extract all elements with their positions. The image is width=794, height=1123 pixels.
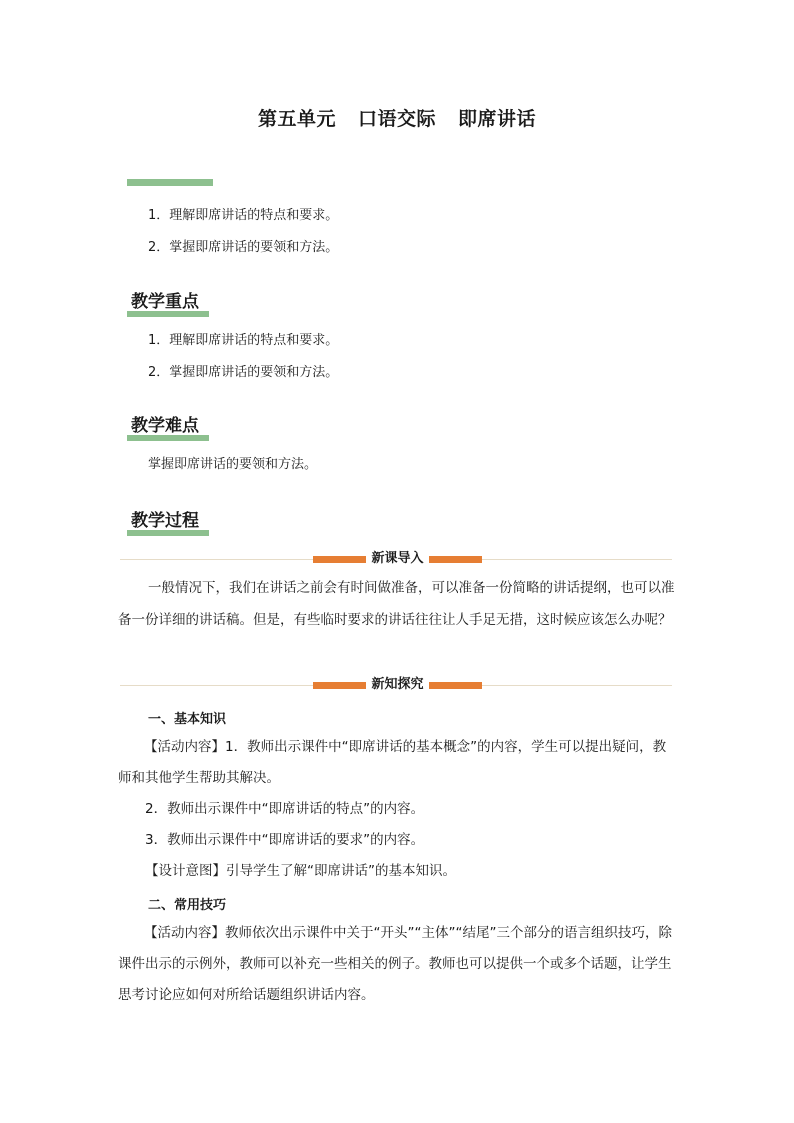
section1-line1: 【活动内容】1．教师出示课件中“即席讲话的基本概念”的内容，学生可以提出疑问，教师和其他学生帮助其解决。 [118, 739, 667, 786]
difficulties-text: 掌握即席讲话的要领和方法。 [148, 457, 318, 472]
key-point-item-1: 1．理解即席讲话的特点和要求。 [148, 333, 339, 348]
intro-paragraph: 一般情况下，我们在讲话之前会有时间做准备，可以准备一份简略的讲话提纲，也可以准备一份详细的讲话稿。但是，有些临时要求的讲话往往让人手足无措，这时候应该怎么办呢？ [118, 580, 675, 628]
explore-divider [120, 677, 672, 693]
title-topic: 口语交际 [357, 108, 436, 130]
section1-line3: 3．教师出示课件中“即席讲话的要求”的内容。 [145, 832, 425, 848]
title-subject: 即席讲话 [458, 108, 537, 130]
section2-title: 二、常用技巧 [148, 898, 227, 913]
process-heading: 教学过程 [131, 511, 199, 531]
key-point-item-2: 2．掌握即席讲话的要领和方法。 [148, 365, 339, 380]
section1-line2: 2．教师出示课件中“即席讲话的特点”的内容。 [145, 801, 425, 817]
section1-line4: 【设计意图】引导学生了解“即席讲话”的基本知识。 [145, 863, 456, 879]
title-unit: 第五单元 [257, 108, 336, 130]
difficulties-heading: 教学难点 [131, 416, 199, 436]
process-heading-wrap [127, 506, 199, 531]
section2-line1: 【活动内容】教师依次出示课件中关于“开头”“主体”“结尾”三个部分的语言组织技巧，除课件出示的示例外，教师可以补充一些相关的例子。教师也可以提供一个或多个话题，让学生思考讨论应如何对所给话题组织讲话内容。 [118, 925, 672, 1003]
explore-label: 新知探究 [366, 677, 429, 693]
objective-item-2: 2．掌握即席讲话的要领和方法。 [148, 240, 339, 255]
objectives-heading-bar [127, 179, 213, 186]
intro-divider [120, 551, 672, 567]
intro-label: 新课导入 [366, 551, 429, 567]
objective-item-1: 1．理解即席讲话的特点和要求。 [148, 208, 339, 223]
key-points-heading: 教学重点 [131, 292, 199, 312]
page-title [0, 104, 794, 131]
section1-title: 一、基本知识 [148, 712, 227, 727]
key-points-heading-wrap [127, 287, 199, 312]
difficulties-heading-wrap [127, 411, 199, 436]
